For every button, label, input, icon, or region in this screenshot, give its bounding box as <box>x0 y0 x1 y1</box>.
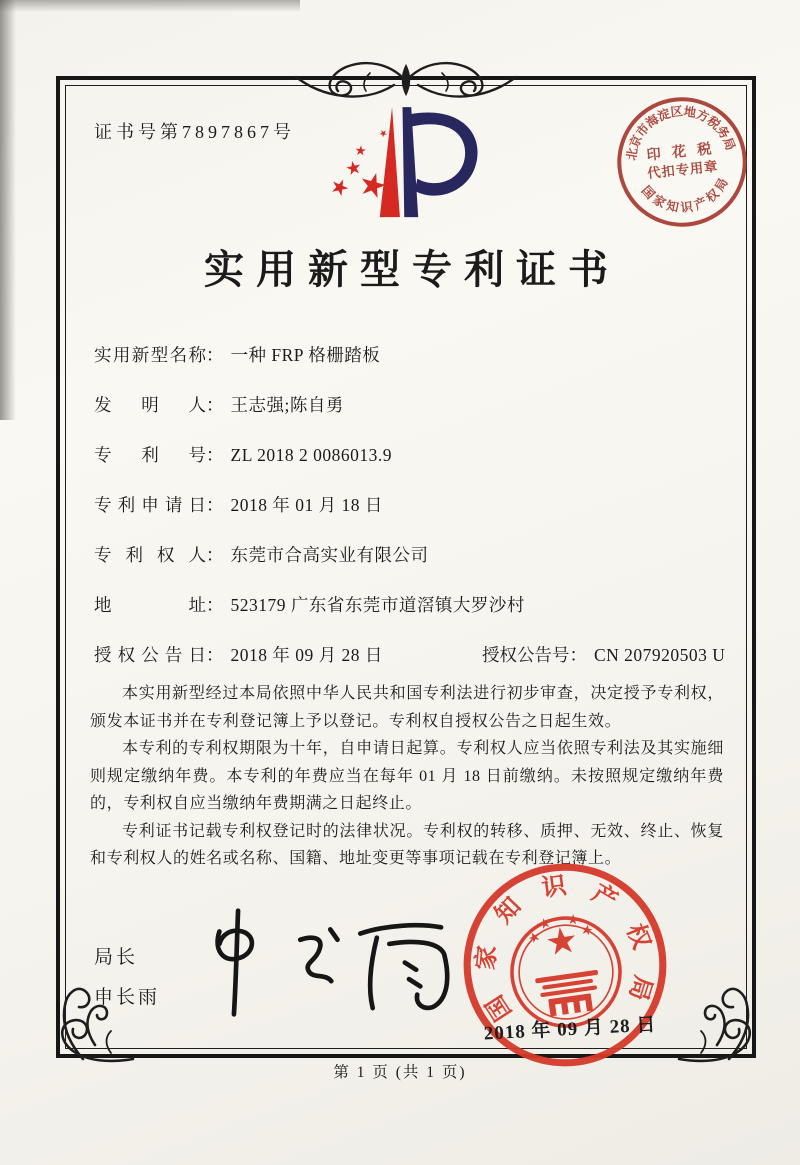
svg-text:知: 知 <box>665 198 681 215</box>
field-patentee <box>94 542 740 592</box>
seal-date: 2018 年 09 月 28 日 <box>483 1014 657 1045</box>
officer-block <box>94 942 160 1022</box>
svg-text:识: 识 <box>540 872 569 903</box>
field-value: ZL 2018 2 0086013.9 <box>230 445 392 465</box>
svg-text:局: 局 <box>623 972 657 1004</box>
cnipa-logo <box>310 96 502 230</box>
svg-text:方: 方 <box>693 107 711 125</box>
svg-text:北: 北 <box>624 146 641 162</box>
svg-text:产: 产 <box>692 194 710 213</box>
certificate-number: 证书号第7897867号 <box>94 122 295 142</box>
field-label: 专利权人 <box>94 545 206 565</box>
svg-text:税: 税 <box>704 113 723 133</box>
field-label: 发明人 <box>94 395 206 415</box>
svg-text:务: 务 <box>713 123 733 142</box>
svg-text:海: 海 <box>643 111 662 131</box>
svg-text:识: 识 <box>679 199 694 215</box>
svg-text:淀: 淀 <box>655 106 673 124</box>
officer-title: 局长 <box>94 947 139 968</box>
svg-text:国: 国 <box>638 183 658 202</box>
field-patent-number <box>94 442 740 492</box>
photo-edge-shadow-left <box>0 0 16 420</box>
field-address <box>94 592 740 642</box>
field-label: 授权公告号 <box>482 645 570 665</box>
svg-text:区: 区 <box>669 104 684 120</box>
paragraph-register: 专利证书记载专利权登记时的法律状况。专利权的转移、质押、无效、终止、恢复和专利权人的姓名或名称、国籍、地址变更等事项记载在专利登记簿上。 <box>90 822 724 868</box>
certificate-border-frame <box>56 76 756 1058</box>
svg-text:局: 局 <box>720 135 738 153</box>
field-label: 实用新型名称 <box>94 345 206 365</box>
svg-text:家: 家 <box>650 192 669 211</box>
field-colon: ： <box>206 395 224 415</box>
svg-text:地: 地 <box>682 104 698 121</box>
paragraph-grant: 本实用新型经过本局依照中华人民共和国专利法进行初步审查，决定授予专利权，颁发本证书并在专利登记簿上予以登记。专利权自授权公告之日起生效。 <box>90 685 724 730</box>
officer-name: 申长雨 <box>94 987 161 1008</box>
field-utility-model-name <box>94 342 740 392</box>
field-colon: ： <box>206 595 224 615</box>
svg-text:京: 京 <box>627 133 645 151</box>
field-colon: ： <box>206 495 224 515</box>
svg-text:产: 产 <box>587 879 622 916</box>
field-list <box>94 342 740 692</box>
field-label: 授权公告日 <box>94 645 206 665</box>
svg-text:国: 国 <box>481 990 518 1026</box>
field-colon: ： <box>206 345 224 365</box>
field-value: 523179 广东省东莞市道滘镇大罗沙村 <box>230 595 525 615</box>
svg-text:权: 权 <box>621 920 656 953</box>
field-label: 地址 <box>94 595 206 615</box>
field-value: 2018 年 09 月 28 日 <box>230 645 383 665</box>
field-inventors <box>94 392 740 442</box>
field-value: CN 207920503 U <box>594 645 726 665</box>
photo-edge-shadow-top <box>0 0 300 12</box>
field-value: 2018 年 01 月 18 日 <box>230 495 383 515</box>
cnipa-official-seal <box>444 844 686 1086</box>
commissioner-signature <box>178 904 468 1019</box>
field-filing-date <box>94 492 740 542</box>
field-label: 专利申请日 <box>94 495 206 515</box>
field-colon: ： <box>206 445 224 465</box>
legal-text <box>90 680 724 873</box>
paragraph-term-fees: 本专利的专利权期限为十年，自申请日起算。专利权人应当依照专利法及其实施细则规定缴纳年费。本专利的年费应当在每年 01 月 18 日前缴纳。未按照规定缴纳年费的，专利权自应当缴纳年费期满之日起终止。 <box>90 740 724 813</box>
svg-text:印 花 税: 印 花 税 <box>645 140 717 164</box>
svg-text:知: 知 <box>490 892 527 929</box>
svg-text:局: 局 <box>712 175 731 194</box>
field-value: 东莞市合高实业有限公司 <box>230 545 429 565</box>
field-colon: ： <box>569 645 587 665</box>
svg-text:代扣专用章: 代扣专用章 <box>646 158 720 181</box>
field-label: 专利号 <box>94 445 206 465</box>
bottom-right-corner-ornament <box>675 979 761 1065</box>
page-footer: 第 1 页 (共 1 页) <box>333 1064 467 1081</box>
field-colon: ： <box>206 545 224 565</box>
svg-text:家: 家 <box>472 944 502 972</box>
tax-withholding-stamp <box>598 78 765 245</box>
field-grant-number <box>482 642 725 667</box>
svg-text:权: 权 <box>703 186 722 206</box>
field-colon: ： <box>206 645 224 665</box>
certificate-title: 实用新型专利证书 <box>204 247 620 292</box>
field-value: 王志强;陈自勇 <box>230 395 344 415</box>
svg-text:市: 市 <box>633 121 653 140</box>
field-value: 一种 FRP 格栅踏板 <box>230 345 381 365</box>
